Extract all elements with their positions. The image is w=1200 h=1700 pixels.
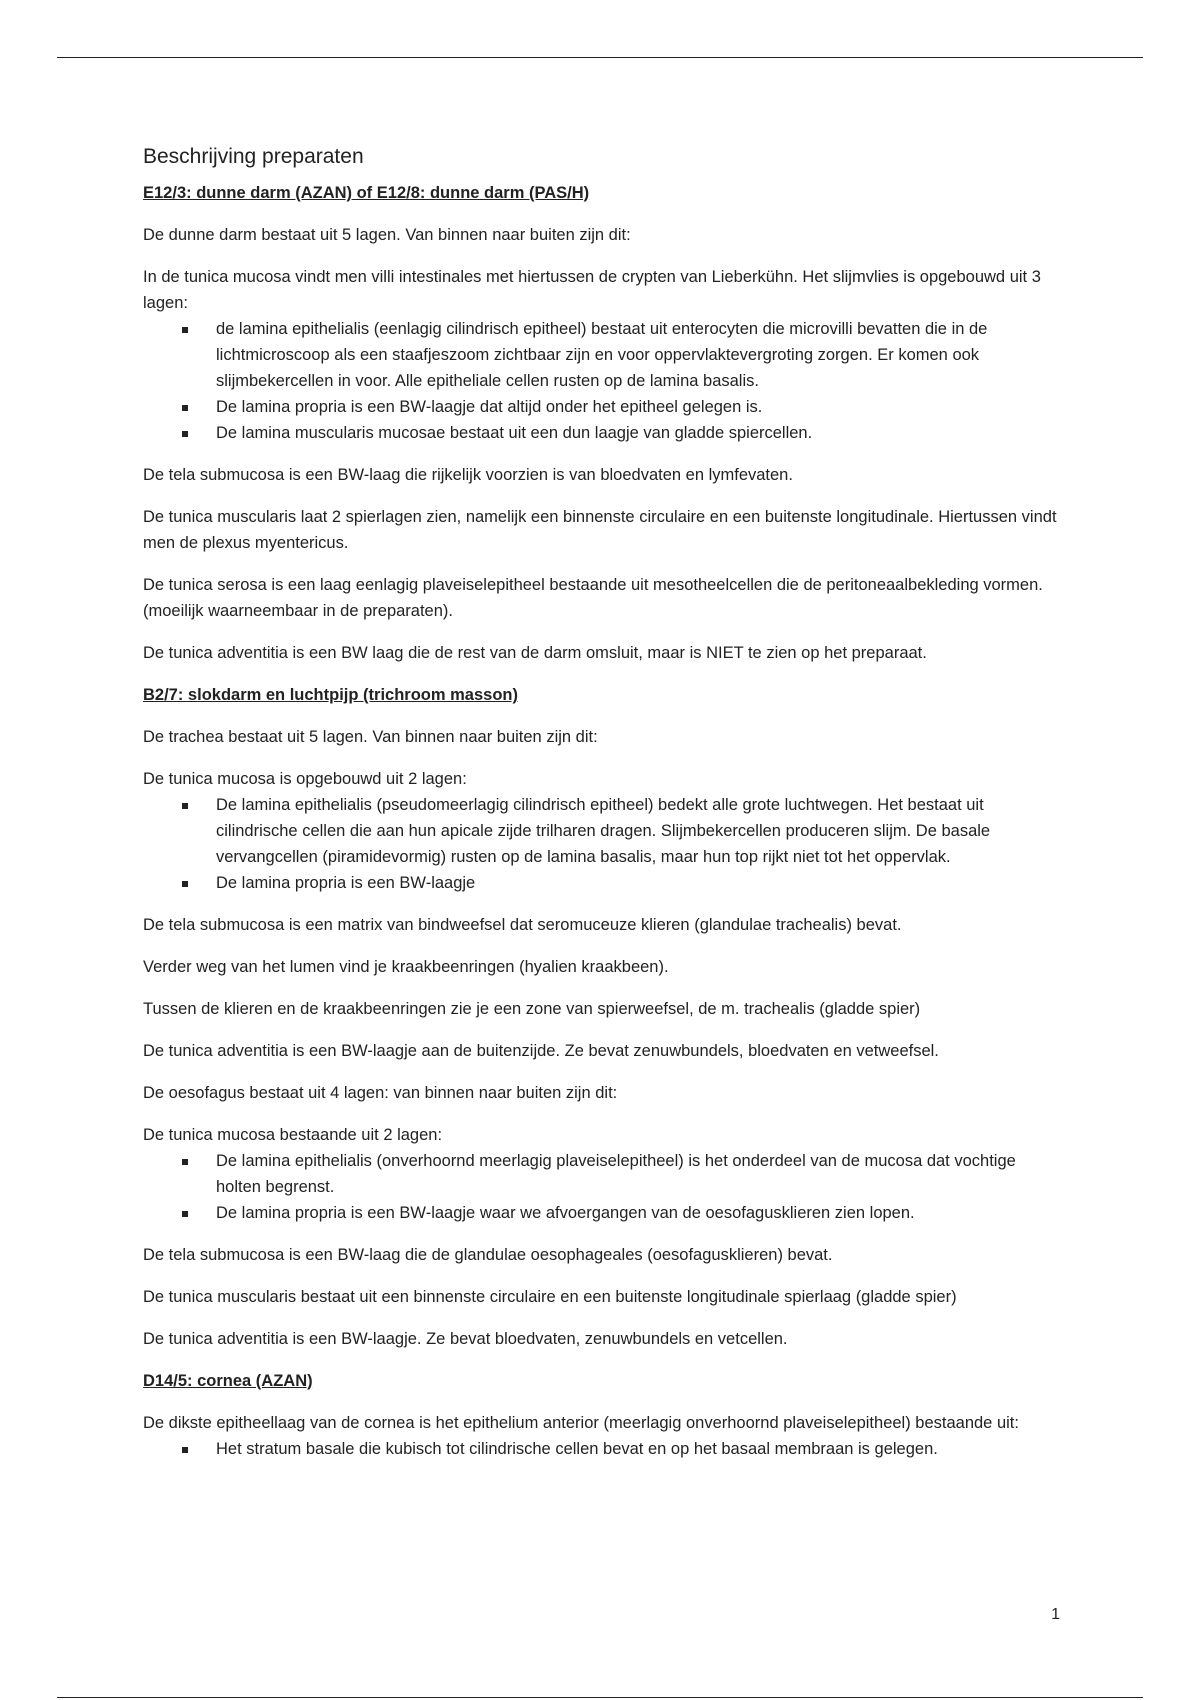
header-rule — [57, 57, 1143, 58]
paragraph: De dunne darm bestaat uit 5 lagen. Van binnen naar buiten zijn dit: — [143, 226, 631, 244]
list-item: De lamina propria is een BW-laagje dat altijd onder het epitheel gelegen is. — [143, 394, 1063, 420]
bullet-list — [143, 792, 1063, 896]
paragraph: De tunica muscularis bestaat uit een binnenste circulaire en een buitenste longitudinale spierlaag (gladde spier) — [143, 1288, 957, 1306]
section-heading-cornea: D14/5: cornea (AZAN) — [143, 1372, 313, 1390]
bullet-list — [143, 1436, 1063, 1462]
paragraph: Verder weg van het lumen vind je kraakbeenringen (hyalien kraakbeen). — [143, 958, 669, 976]
paragraph: De tunica adventitia is een BW laag die de rest van de darm omsluit, maar is NIET te zien op het preparaat. — [143, 644, 927, 662]
list-item: Het stratum basale die kubisch tot cilindrische cellen bevat en op het basaal membraan is gelegen. — [143, 1436, 1063, 1462]
list-item: De lamina epithelialis (onverhoornd meerlagig plaveiselepitheel) is het onderdeel van de mucosa dat vochtige holten begrenst. — [143, 1148, 1063, 1200]
paragraph: De tunica mucosa is opgebouwd uit 2 lagen: — [143, 770, 467, 788]
document-title: Beschrijving preparaten — [143, 145, 364, 168]
document-body — [143, 142, 1063, 1478]
paragraph: In de tunica mucosa vindt men villi intestinales met hiertussen de crypten van Lieberkühn. Het slijmvlies is opgebouwd uit 3 lagen: — [143, 268, 1041, 312]
paragraph: De tela submucosa is een BW-laag die de glandulae oesophageales (oesofagusklieren) bevat. — [143, 1246, 833, 1264]
paragraph: De tela submucosa is een matrix van bindweefsel dat seromuceuze klieren (glandulae trachealis) bevat. — [143, 916, 902, 934]
paragraph: De oesofagus bestaat uit 4 lagen: van binnen naar buiten zijn dit: — [143, 1084, 618, 1102]
paragraph: De tunica serosa is een laag eenlagig plaveiselepitheel bestaande uit mesotheelcellen die de peritoneaalbekleding vormen. (moeilijk waarneembaar in de preparaten). — [143, 576, 1043, 620]
paragraph: De tunica adventitia is een BW-laagje. Ze bevat bloedvaten, zenuwbundels en vetcellen. — [143, 1330, 788, 1348]
list-item: De lamina propria is een BW-laagje waar we afvoergangen van de oesofagusklieren zien lopen. — [143, 1200, 1063, 1226]
paragraph: Tussen de klieren en de kraakbeenringen zie je een zone van spierweefsel, de m. trachealis (gladde spier) — [143, 1000, 921, 1018]
list-item: De lamina propria is een BW-laagje — [143, 870, 1063, 896]
section-heading-dunne-darm: E12/3: dunne darm (AZAN) of E12/8: dunne darm (PAS/H) — [143, 184, 590, 202]
list-item: De lamina epithelialis (pseudomeerlagig cilindrisch epitheel) bedekt alle grote luchtwegen. Het bestaat uit cilindrische cellen die aan hun apicale zijde trilharen dragen. Slijmbekercellen produceren slijm. De basale vervangcellen (piramidevormig) rusten op de lamina basalis, maar hun top rijkt niet tot het oppervlak. — [143, 792, 1063, 870]
paragraph: De tela submucosa is een BW-laag die rijkelijk voorzien is van bloedvaten en lymfevaten. — [143, 466, 793, 484]
paragraph: De dikste epitheellaag van de cornea is het epithelium anterior (meerlagig onverhoornd plaveiselepitheel) bestaande uit: — [143, 1414, 1019, 1432]
paragraph: De tunica adventitia is een BW-laagje aan de buitenzijde. Ze bevat zenuwbundels, bloedvaten en vetweefsel. — [143, 1042, 939, 1060]
paragraph: De tunica muscularis laat 2 spierlagen zien, namelijk een binnenste circulaire en een buitenste longitudinale. Hiertussen vindt men de plexus myentericus. — [143, 508, 1057, 552]
page-number: 1 — [1051, 1606, 1060, 1623]
bullet-list — [143, 1148, 1063, 1226]
list-item: de lamina epithelialis (eenlagig cilindrisch epitheel) bestaat uit enterocyten die microvilli bevatten die in de lichtmicroscoop als een staafjeszoom zichtbaar zijn en voor oppervlaktevergroting zorgen. Er komen ook slijmbekercellen in voor. Alle epitheliale cellen rusten op de lamina basalis. — [143, 316, 1063, 394]
bullet-list — [143, 316, 1063, 446]
list-item: De lamina muscularis mucosae bestaat uit een dun laagje van gladde spiercellen. — [143, 420, 1063, 446]
footer-rule — [57, 1697, 1143, 1698]
section-heading-slokdarm: B2/7: slokdarm en luchtpijp (trichroom masson) — [143, 686, 518, 704]
paragraph: De tunica mucosa bestaande uit 2 lagen: — [143, 1126, 443, 1144]
paragraph: De trachea bestaat uit 5 lagen. Van binnen naar buiten zijn dit: — [143, 728, 598, 746]
